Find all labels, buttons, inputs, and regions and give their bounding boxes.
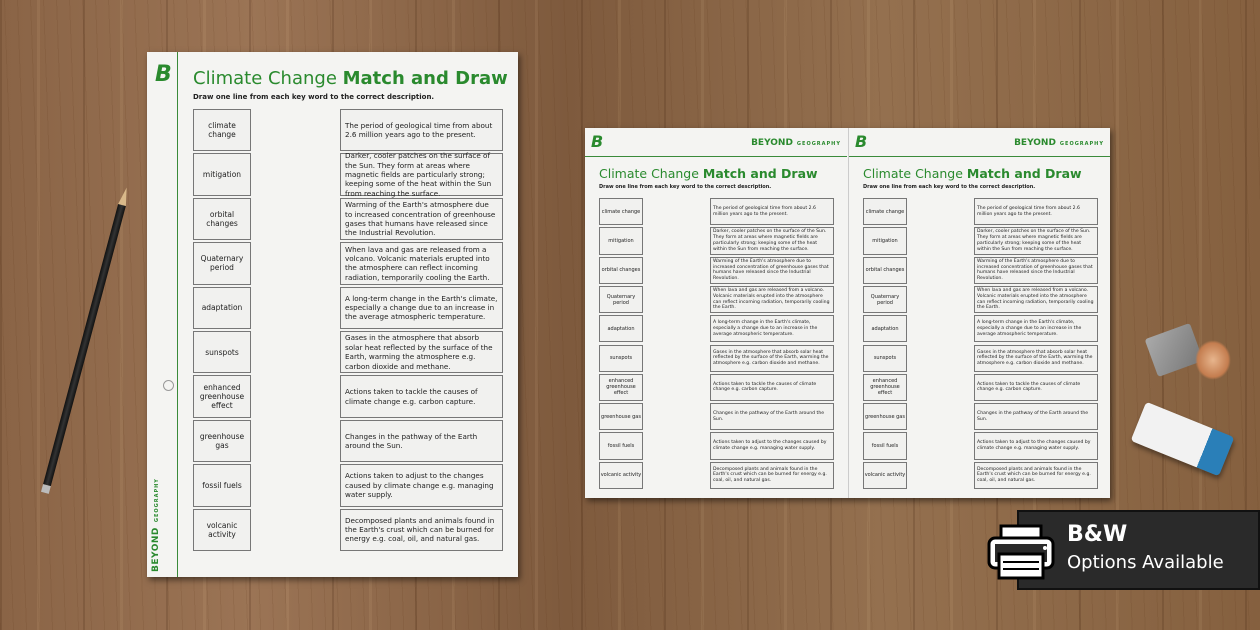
keyword-box: enhanced greenhouse effect [193, 375, 251, 417]
keyword-box: volcanic activity [863, 462, 907, 489]
keyword-box: adaptation [599, 315, 643, 342]
description-box: Changes in the pathway of the Earth around the Sun. [974, 403, 1098, 430]
match-row [849, 461, 1110, 490]
description-box: Decomposed plants and animals found in the Earth's crust which can be burned for energy e.g. coal, oil, and natural gas. [340, 509, 503, 551]
match-row [585, 285, 847, 314]
brand-name: BEYOND [151, 527, 161, 572]
keyword-box: orbital changes [193, 198, 251, 240]
spread-page-left [585, 128, 847, 498]
description-box: A long-term change in the Earth's climate, especially a change due to an increase in the average atmospheric temperature. [710, 315, 834, 342]
header-line [585, 156, 847, 157]
title-light: Climate Change [193, 68, 343, 89]
keyword-box: climate change [193, 109, 251, 151]
keyword-box: greenhouse gas [193, 420, 251, 462]
instruction: Draw one line from each key word to the correct description. [193, 93, 435, 101]
title-light: Climate Change [599, 166, 703, 181]
description-box: Actions taken to adjust to the changes caused by climate change e.g. managing water supply. [340, 464, 503, 506]
match-row [585, 314, 847, 343]
pencil-shavings [1195, 340, 1231, 380]
keyword-box: enhanced greenhouse effect [863, 374, 907, 401]
description-box: The period of geological time from about 2.6 million years ago to the present. [340, 109, 503, 151]
match-row [147, 241, 518, 285]
match-row [849, 431, 1110, 460]
brand-sub: GEOGRAPHY [1059, 141, 1104, 147]
keyword-box: sunspots [193, 331, 251, 373]
match-row [849, 373, 1110, 402]
title-bold: Match and Draw [342, 68, 508, 89]
brand-header [1014, 138, 1104, 148]
match-row [849, 226, 1110, 255]
keyword-box: volcanic activity [193, 509, 251, 551]
instruction: Draw one line from each key word to the correct description. [599, 184, 772, 190]
pencil-sharpener [1145, 323, 1204, 377]
keyword-box: orbital changes [863, 257, 907, 284]
beyond-logo: B [155, 62, 172, 87]
match-rows [147, 108, 518, 552]
match-row [147, 463, 518, 507]
description-box: Changes in the pathway of the Earth around the Sun. [340, 420, 503, 462]
keyword-box: sunspots [863, 345, 907, 372]
description-box: The period of geological time from about 2.6 million years ago to the present. [710, 198, 834, 225]
match-row [849, 197, 1110, 226]
match-row [147, 330, 518, 374]
instruction: Draw one line from each key word to the correct description. [863, 184, 1036, 190]
keyword-box: Quaternary period [193, 242, 251, 284]
header-line [849, 156, 1110, 157]
description-box: Decomposed plants and animals found in the Earth's crust which can be burned for energy e.g. coal, oil, and natural gas. [710, 462, 834, 489]
worksheet-title [193, 68, 508, 89]
banner-title: B&W [1067, 522, 1128, 547]
brand-name: BEYOND [1014, 138, 1056, 148]
match-row [849, 402, 1110, 431]
description-box: Changes in the pathway of the Earth around the Sun. [710, 403, 834, 430]
beyond-logo: B [855, 132, 868, 151]
brand-sub: GEOGRAPHY [796, 141, 841, 147]
description-box: Actions taken to tackle the causes of climate change e.g. carbon capture. [710, 374, 834, 401]
title-bold: Match and Draw [966, 166, 1082, 181]
match-row [585, 373, 847, 402]
description-box: Gases in the atmosphere that absorb solar heat reflected by the surface of the Earth, warming the atmosphere e.g. carbon dioxide and methane. [974, 345, 1098, 372]
description-box: Actions taken to tackle the causes of climate change e.g. carbon capture. [340, 375, 503, 417]
description-box: A long-term change in the Earth's climate, especially a change due to an increase in the average atmospheric temperature. [974, 315, 1098, 342]
description-box: Actions taken to tackle the causes of climate change e.g. carbon capture. [974, 374, 1098, 401]
title-light: Climate Change [863, 166, 967, 181]
match-rows [849, 197, 1110, 490]
description-box: Darker, cooler patches on the surface of the Sun. They form at areas where magnetic fields are particularly strong; keeping some of the heat within the Sun from reaching the surface. [974, 227, 1098, 254]
keyword-box: enhanced greenhouse effect [599, 374, 643, 401]
keyword-box: climate change [599, 198, 643, 225]
worksheet-title [599, 166, 818, 181]
keyword-box: fossil fuels [599, 432, 643, 459]
description-box: Darker, cooler patches on the surface of the Sun. They form at areas where magnetic fields are particularly strong; keeping some of the heat within the Sun from reaching the surface. [340, 153, 503, 195]
keyword-box: sunspots [599, 345, 643, 372]
match-row [147, 419, 518, 463]
match-row [585, 431, 847, 460]
keyword-box: mitigation [193, 153, 251, 195]
match-row [147, 286, 518, 330]
match-row [849, 314, 1110, 343]
match-row [849, 256, 1110, 285]
keyword-box: fossil fuels [863, 432, 907, 459]
description-box: Darker, cooler patches on the surface of the Sun. They form at areas where magnetic fields are particularly strong; keeping some of the heat within the Sun from reaching the surface. [710, 227, 834, 254]
keyword-box: mitigation [599, 227, 643, 254]
description-box: Actions taken to adjust to the changes caused by climate change e.g. managing water supply. [710, 432, 834, 459]
match-row [585, 402, 847, 431]
keyword-box: volcanic activity [599, 462, 643, 489]
keyword-box: Quaternary period [599, 286, 643, 313]
description-box: A long-term change in the Earth's climate, especially a change due to an increase in the average atmospheric temperature. [340, 287, 503, 329]
match-row [147, 152, 518, 196]
description-box: Decomposed plants and animals found in the Earth's crust which can be burned for energy e.g. coal, oil, and natural gas. [974, 462, 1098, 489]
keyword-box: orbital changes [599, 257, 643, 284]
keyword-box: greenhouse gas [863, 403, 907, 430]
description-box: Warming of the Earth's atmosphere due to increased concentration of greenhouse gases that humans have released since the Industrial Revolution. [340, 198, 503, 240]
match-row [849, 344, 1110, 373]
match-row [147, 108, 518, 152]
keyword-box: mitigation [863, 227, 907, 254]
match-row [585, 461, 847, 490]
match-row [585, 197, 847, 226]
worksheet-spread [585, 128, 1110, 498]
printer-icon [985, 524, 1057, 580]
pencil [43, 204, 126, 486]
worksheet-title [863, 166, 1082, 181]
bw-options-banner [1017, 510, 1260, 590]
beyond-logo: B [591, 132, 604, 151]
brand-name: BEYOND [751, 138, 793, 148]
match-rows [585, 197, 847, 490]
brand-header [751, 138, 841, 148]
description-box: Warming of the Earth's atmosphere due to increased concentration of greenhouse gases that humans have released since the Industrial Revolution. [710, 257, 834, 284]
keyword-box: adaptation [863, 315, 907, 342]
match-row [585, 344, 847, 373]
match-row [585, 226, 847, 255]
description-box: Warming of the Earth's atmosphere due to increased concentration of greenhouse gases that humans have released since the Industrial Revolution. [974, 257, 1098, 284]
eraser [1131, 402, 1235, 477]
keyword-box: climate change [863, 198, 907, 225]
keyword-box: greenhouse gas [599, 403, 643, 430]
description-box: When lava and gas are released from a volcano. Volcanic materials erupted into the atmosphere can reflect incoming radiation, temporarily cooling the Earth. [710, 286, 834, 313]
description-box: The period of geological time from about 2.6 million years ago to the present. [974, 198, 1098, 225]
title-bold: Match and Draw [702, 166, 818, 181]
match-row [147, 508, 518, 552]
worksheet-single [147, 52, 518, 577]
match-row [849, 285, 1110, 314]
description-box: When lava and gas are released from a volcano. Volcanic materials erupted into the atmosphere can reflect incoming radiation, temporarily cooling the Earth. [340, 242, 503, 284]
description-box: Gases in the atmosphere that absorb solar heat reflected by the surface of the Earth, warming the atmosphere e.g. carbon dioxide and methane. [340, 331, 503, 373]
brand-sub: GEOGRAPHY [154, 478, 160, 523]
match-row [147, 374, 518, 418]
description-box: Actions taken to adjust to the changes caused by climate change e.g. managing water supply. [974, 432, 1098, 459]
spread-page-right [848, 128, 1110, 498]
keyword-box: adaptation [193, 287, 251, 329]
match-row [147, 197, 518, 241]
banner-subtitle: Options Available [1067, 552, 1224, 573]
keyword-box: fossil fuels [193, 464, 251, 506]
description-box: Gases in the atmosphere that absorb solar heat reflected by the surface of the Earth, warming the atmosphere e.g. carbon dioxide and methane. [710, 345, 834, 372]
match-row [585, 256, 847, 285]
keyword-box: Quaternary period [863, 286, 907, 313]
description-box: When lava and gas are released from a volcano. Volcanic materials erupted into the atmosphere can reflect incoming radiation, temporarily cooling the Earth. [974, 286, 1098, 313]
